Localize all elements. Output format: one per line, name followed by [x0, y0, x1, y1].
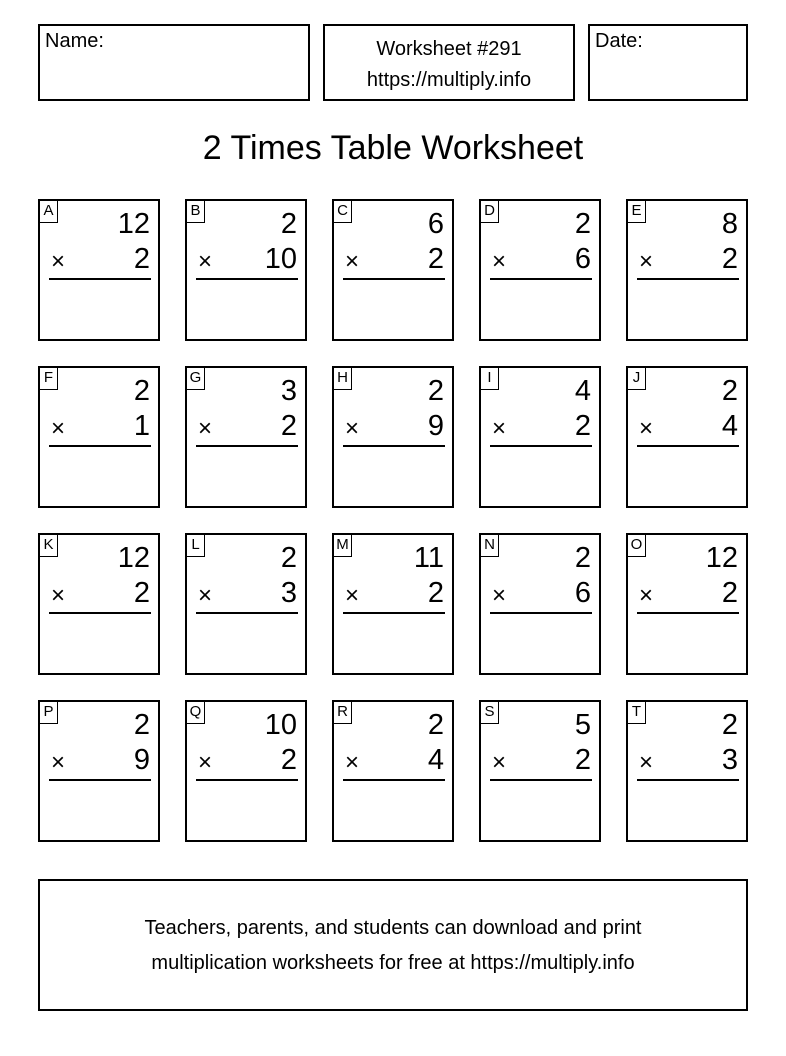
problem-letter: A: [40, 201, 58, 223]
times-sign: ×: [198, 415, 213, 442]
times-sign: ×: [492, 415, 507, 442]
problem-letter: B: [187, 201, 205, 223]
multiplier: 3: [721, 744, 738, 776]
times-sign: ×: [345, 248, 360, 275]
problem-card: [626, 700, 748, 842]
problem-card: [185, 366, 307, 508]
date-label: Date:: [595, 30, 643, 52]
multiplicand: 8: [721, 208, 738, 240]
name-field-box: [38, 24, 310, 101]
problem-letter: F: [40, 368, 58, 390]
times-sign: ×: [198, 248, 213, 275]
multiplier: 4: [721, 410, 738, 442]
multiplier: 2: [427, 577, 444, 609]
answer-line: [490, 612, 592, 614]
multiplicand: 2: [280, 542, 297, 574]
times-sign: ×: [639, 582, 654, 609]
answer-line: [196, 779, 298, 781]
worksheet-number: Worksheet #291: [376, 38, 522, 60]
problem-card: [185, 700, 307, 842]
answer-line: [343, 612, 445, 614]
problem-letter: I: [481, 368, 499, 390]
times-sign: ×: [51, 415, 66, 442]
problem-card: [185, 533, 307, 675]
multiplier: 1: [133, 410, 150, 442]
answer-line: [637, 445, 739, 447]
multiplier: 2: [133, 243, 150, 275]
problem-letter: G: [187, 368, 205, 390]
multiplicand: 2: [721, 375, 738, 407]
multiplier: 2: [427, 243, 444, 275]
multiplier: 2: [280, 410, 297, 442]
multiplier: 2: [280, 744, 297, 776]
problem-letter: Q: [187, 702, 205, 724]
problem-card: [185, 199, 307, 341]
worksheet-title: 2 Times Table Worksheet: [202, 129, 584, 167]
date-field-box: [588, 24, 748, 101]
times-sign: ×: [51, 582, 66, 609]
name-label: Name:: [45, 30, 104, 52]
problem-letter: S: [481, 702, 499, 724]
problem-card: [626, 533, 748, 675]
times-sign: ×: [198, 749, 213, 776]
multiplier: 2: [574, 410, 591, 442]
multiplier: 4: [427, 744, 444, 776]
answer-line: [490, 779, 592, 781]
times-sign: ×: [51, 248, 66, 275]
worksheet-info-box: [323, 24, 575, 101]
multiplicand: 2: [133, 375, 150, 407]
multiplicand: 12: [117, 208, 150, 240]
multiplier: 9: [133, 744, 150, 776]
problem-letter: K: [40, 535, 58, 557]
answer-line: [637, 779, 739, 781]
multiplicand: 2: [427, 709, 444, 741]
multiplicand: 2: [574, 542, 591, 574]
answer-line: [490, 445, 592, 447]
answer-line: [490, 278, 592, 280]
multiplicand: 2: [133, 709, 150, 741]
times-sign: ×: [639, 415, 654, 442]
answer-line: [49, 445, 151, 447]
problem-letter: M: [334, 535, 352, 557]
answer-line: [196, 612, 298, 614]
multiplicand: 6: [427, 208, 444, 240]
multiplicand: 11: [413, 542, 444, 574]
problem-card: [332, 533, 454, 675]
multiplier: 6: [574, 243, 591, 275]
multiplicand: 12: [117, 542, 150, 574]
footer-box: [38, 879, 748, 1011]
answer-line: [343, 445, 445, 447]
multiplier: 6: [574, 577, 591, 609]
answer-line: [343, 278, 445, 280]
answer-line: [343, 779, 445, 781]
problem-card: [626, 199, 748, 341]
problem-letter: J: [628, 368, 646, 390]
problem-letter: D: [481, 201, 499, 223]
problem-letter: P: [40, 702, 58, 724]
answer-line: [637, 278, 739, 280]
multiplier: 9: [427, 410, 444, 442]
multiplier: 10: [264, 243, 297, 275]
answer-line: [196, 278, 298, 280]
multiplicand: 2: [574, 208, 591, 240]
multiplicand: 2: [721, 709, 738, 741]
multiplicand: 10: [264, 709, 297, 741]
problem-letter: H: [334, 368, 352, 390]
multiplier: 2: [133, 577, 150, 609]
problem-card: [479, 199, 601, 341]
multiplicand: 3: [280, 375, 297, 407]
times-sign: ×: [639, 248, 654, 275]
multiplicand: 4: [574, 375, 591, 407]
times-sign: ×: [492, 582, 507, 609]
multiplier: 2: [574, 744, 591, 776]
answer-line: [637, 612, 739, 614]
answer-line: [49, 278, 151, 280]
problem-card: [479, 366, 601, 508]
problem-letter: L: [187, 535, 205, 557]
times-sign: ×: [639, 749, 654, 776]
problem-card: [38, 700, 160, 842]
problem-card: [626, 366, 748, 508]
footer-text-line-1: Teachers, parents, and students can download and print: [144, 917, 642, 939]
multiplicand: 5: [574, 709, 591, 741]
problem-letter: R: [334, 702, 352, 724]
worksheet-url: https://multiply.info: [366, 69, 532, 91]
problem-card: [38, 199, 160, 341]
multiplier: 2: [721, 243, 738, 275]
times-sign: ×: [198, 582, 213, 609]
times-sign: ×: [492, 248, 507, 275]
answer-line: [196, 445, 298, 447]
multiplicand: 12: [705, 542, 738, 574]
times-sign: ×: [492, 749, 507, 776]
problem-card: [38, 533, 160, 675]
problem-card: [479, 533, 601, 675]
multiplicand: 2: [427, 375, 444, 407]
times-sign: ×: [345, 582, 360, 609]
footer-text-line-2: multiplication worksheets for free at https://multiply.info: [151, 952, 635, 974]
problem-letter: O: [628, 535, 646, 557]
times-sign: ×: [345, 415, 360, 442]
answer-line: [49, 779, 151, 781]
multiplier: 2: [721, 577, 738, 609]
problem-card: [38, 366, 160, 508]
times-sign: ×: [345, 749, 360, 776]
problem-letter: E: [628, 201, 646, 223]
problem-letter: N: [481, 535, 499, 557]
multiplier: 3: [280, 577, 297, 609]
problem-card: [332, 700, 454, 842]
problem-letter: C: [334, 201, 352, 223]
problem-card: [479, 700, 601, 842]
times-sign: ×: [51, 749, 66, 776]
problem-letter: T: [628, 702, 646, 724]
problem-card: [332, 199, 454, 341]
problem-card: [332, 366, 454, 508]
answer-line: [49, 612, 151, 614]
multiplicand: 2: [280, 208, 297, 240]
